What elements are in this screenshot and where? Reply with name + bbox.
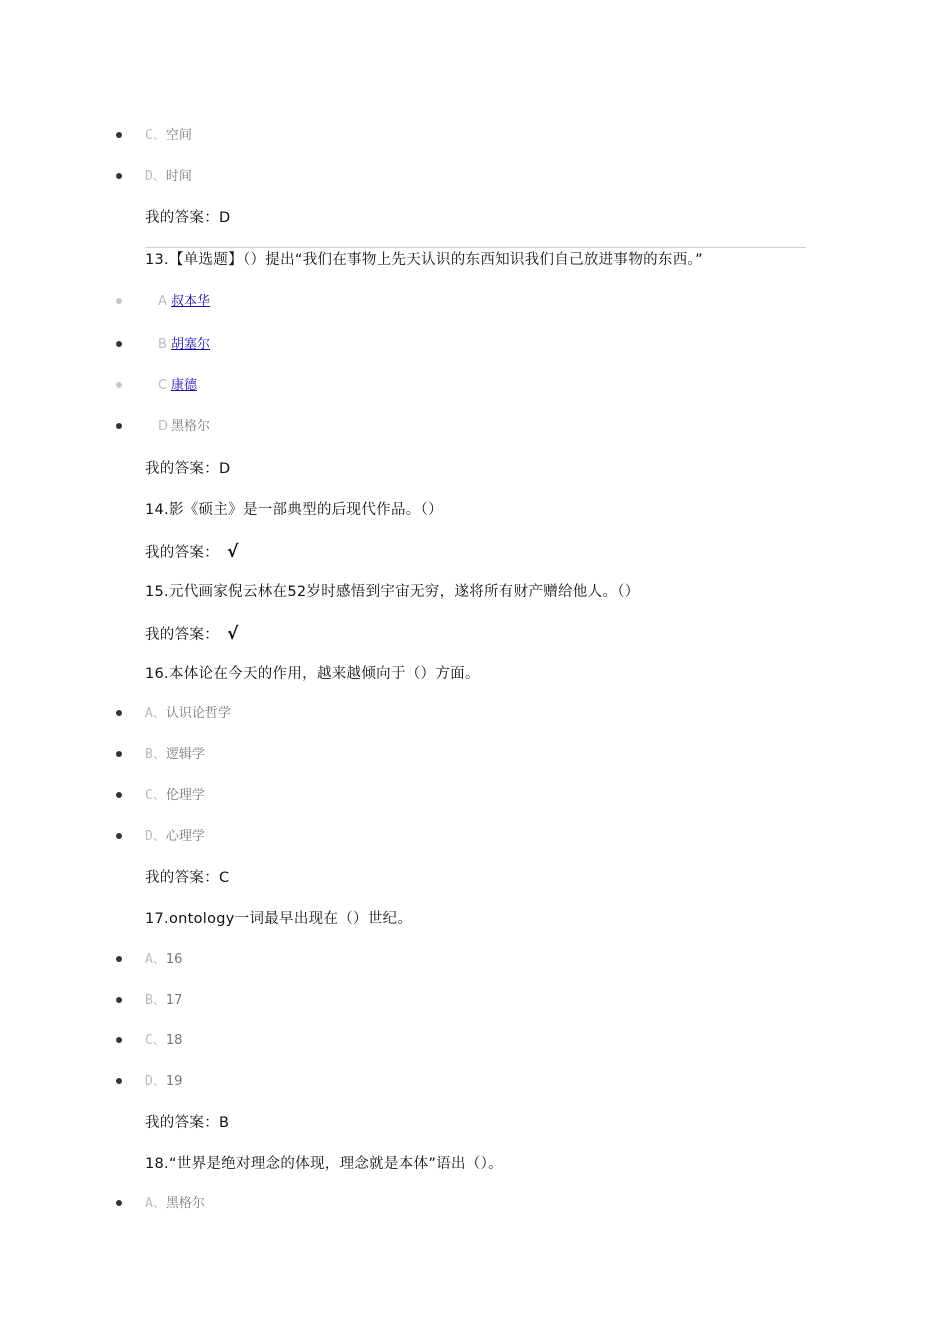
q16-answer <box>0 868 950 888</box>
answer-label: 我的答案： <box>145 627 219 643</box>
q18-option-a <box>0 1194 950 1214</box>
option-letter: D、 <box>145 169 166 184</box>
option-letter: A、 <box>145 952 166 967</box>
option-text: 黑格尔 <box>171 419 211 434</box>
bullet-icon <box>116 423 122 429</box>
q12-option-d <box>0 167 950 187</box>
divider <box>145 247 806 248</box>
q13-answer <box>0 459 950 479</box>
option-text: 逻辑学 <box>165 747 205 762</box>
q16-option-c <box>0 786 950 806</box>
q13-option-b[interactable] <box>0 335 950 355</box>
checkmark-icon: √ <box>227 624 239 644</box>
bullet-icon <box>116 1200 122 1206</box>
option-text: 伦理学 <box>165 788 205 803</box>
option-text: 认识论哲学 <box>165 706 231 721</box>
q13-option-c[interactable] <box>0 376 950 396</box>
option-letter: D、 <box>145 829 166 844</box>
option-text: 时间 <box>165 169 192 184</box>
bullet-icon <box>116 833 122 839</box>
q12-option-c <box>0 126 950 146</box>
q12-answer <box>0 208 950 228</box>
q13-question <box>0 250 950 270</box>
option-letter: D、 <box>145 1074 166 1089</box>
bullet-icon <box>116 956 122 962</box>
bullet-icon <box>116 751 122 757</box>
q17-option-d <box>0 1072 950 1092</box>
question-text: 15.元代画家倪云林在52岁时感悟到宇宙无穷，遂将所有财产赠给他人。（） <box>145 584 640 600</box>
q17-option-a <box>0 950 950 970</box>
option-text: 16 <box>165 952 183 967</box>
q17-question <box>0 909 950 929</box>
q13-option-d <box>0 417 950 437</box>
bullet-icon <box>116 710 122 716</box>
option-letter: B、 <box>145 747 166 762</box>
option-letter: C <box>158 378 168 393</box>
answer-text: 我的答案：D <box>145 210 231 226</box>
option-letter: B、 <box>145 993 166 1008</box>
bullet-icon <box>116 341 122 347</box>
q14-question <box>0 500 950 520</box>
q18-question <box>0 1154 950 1174</box>
q16-question <box>0 664 950 684</box>
bullet-icon <box>116 1078 122 1084</box>
q17-answer <box>0 1113 950 1133</box>
question-text: 18.“世界是绝对理念的体现，理念就是本体”语出（）。 <box>145 1156 503 1172</box>
q14-answer <box>0 542 950 562</box>
q16-option-d <box>0 827 950 847</box>
q13-option-a[interactable] <box>0 292 950 312</box>
answer-text: 我的答案：B <box>145 1115 230 1131</box>
option-text: 黑格尔 <box>165 1196 205 1211</box>
option-letter: C、 <box>145 128 166 143</box>
bullet-icon <box>116 792 122 798</box>
option-letter: A <box>158 294 167 309</box>
checkmark-icon: √ <box>227 542 239 562</box>
option-letter: C、 <box>145 788 166 803</box>
option-text: 19 <box>165 1074 183 1089</box>
option-text: 18 <box>165 1033 183 1048</box>
q17-option-b <box>0 991 950 1011</box>
option-link[interactable]: 康德 <box>171 378 198 393</box>
question-text: 14.影《硕主》是一部典型的后现代作品。（） <box>145 502 443 518</box>
bullet-icon <box>116 173 122 179</box>
bullet-icon <box>116 298 122 304</box>
answer-label: 我的答案： <box>145 545 219 561</box>
option-link[interactable]: 胡塞尔 <box>171 337 211 352</box>
option-link[interactable]: 叔本华 <box>171 294 211 309</box>
q16-option-a <box>0 704 950 724</box>
question-text: 17.ontology一词最早出现在（）世纪。 <box>145 911 413 927</box>
q15-question <box>0 582 950 602</box>
option-text: 空间 <box>165 128 192 143</box>
bullet-icon <box>116 382 122 388</box>
option-text: 17 <box>165 993 183 1008</box>
q17-option-c <box>0 1031 950 1051</box>
bullet-icon <box>116 1037 122 1043</box>
bullet-icon <box>116 997 122 1003</box>
option-letter: D <box>158 419 169 434</box>
bullet-icon <box>116 132 122 138</box>
question-text: 16.本体论在今天的作用，越来越倾向于（）方面。 <box>145 666 480 682</box>
q16-option-b <box>0 745 950 765</box>
option-text: 心理学 <box>165 829 205 844</box>
question-text: 13.【单选题】（）提出“我们在事物上先天认识的东西知识我们自己放进事物的东西。” <box>145 252 703 268</box>
answer-text: 我的答案：C <box>145 870 230 886</box>
option-letter: A、 <box>145 706 166 721</box>
q15-answer <box>0 624 950 644</box>
option-letter: B <box>158 337 167 352</box>
option-letter: A、 <box>145 1196 166 1211</box>
option-letter: C、 <box>145 1033 166 1048</box>
answer-text: 我的答案：D <box>145 461 231 477</box>
